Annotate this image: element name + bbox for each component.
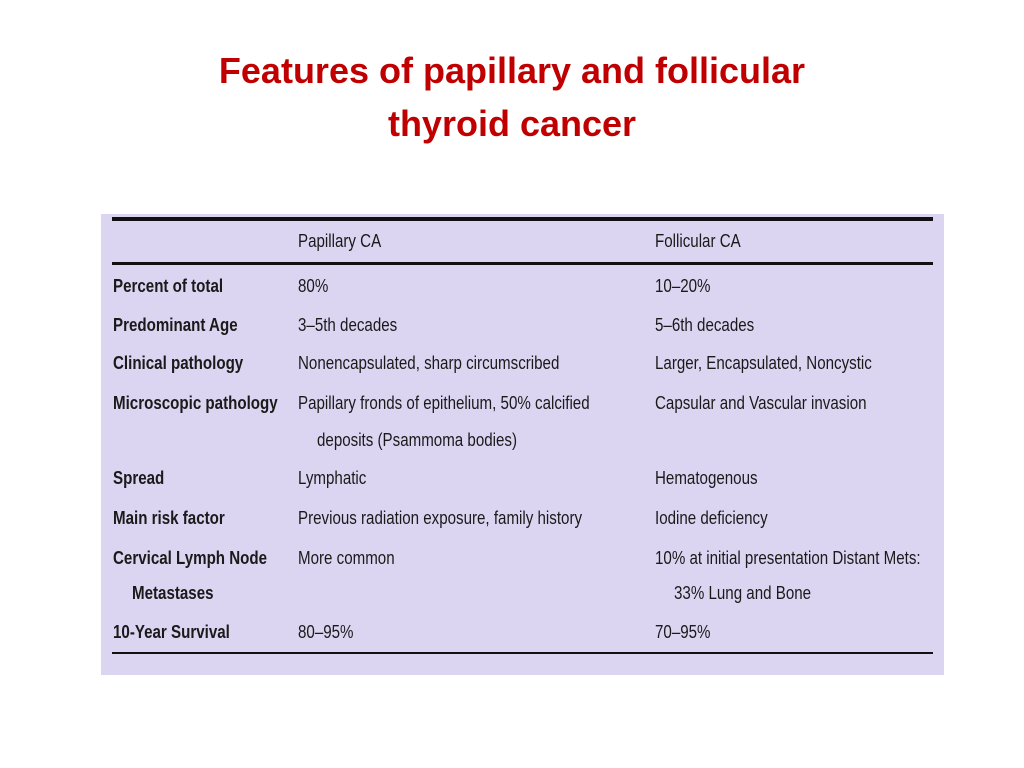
column-header-follicular: Follicular CA — [655, 231, 741, 251]
row-label-percent-of-total: Percent of total — [113, 276, 224, 296]
row-label-predominant-age: Predominant Age — [113, 315, 238, 335]
cell-follicular-clinical: Larger, Encapsulated, Noncystic — [655, 353, 872, 373]
cell-papillary-microscopic-cont: deposits (Psammoma bodies) — [317, 430, 518, 450]
cell-follicular-microscopic: Capsular and Vascular invasion — [655, 393, 867, 413]
cell-follicular-risk: Iodine deficiency — [655, 508, 768, 528]
table-bottom-rule — [112, 652, 933, 654]
cell-follicular-lymph: 10% at initial presentation Distant Mets: — [655, 548, 921, 568]
row-label-cervical-lymph-node-cont: Metastases — [132, 583, 214, 603]
cell-papillary-survival: 80–95% — [298, 622, 354, 642]
cell-follicular-age: 5–6th decades — [655, 315, 755, 335]
slide-title — [0, 44, 1024, 150]
row-label-clinical-pathology: Clinical pathology — [113, 353, 244, 373]
cell-follicular-spread: Hematogenous — [655, 468, 758, 488]
row-label-microscopic-pathology: Microscopic pathology — [113, 393, 278, 413]
cell-papillary-clinical: Nonencapsulated, sharp circumscribed — [298, 353, 560, 373]
row-label-main-risk-factor: Main risk factor — [113, 508, 225, 528]
cell-follicular-lymph-cont: 33% Lung and Bone — [674, 583, 812, 603]
cell-papillary-percent: 80% — [298, 276, 329, 296]
table-header-rule — [112, 262, 933, 265]
table-top-rule — [112, 217, 933, 221]
cell-papillary-lymph: More common — [298, 548, 395, 568]
cell-papillary-microscopic: Papillary fronds of epithelium, 50% calcified — [298, 393, 590, 413]
cell-papillary-spread: Lymphatic — [298, 468, 367, 488]
cell-follicular-survival: 70–95% — [655, 622, 711, 642]
comparison-table — [101, 214, 944, 675]
row-label-ten-year-survival: 10-Year Survival — [113, 622, 230, 642]
cell-follicular-percent: 10–20% — [655, 276, 711, 296]
slide-title-line-2: thyroid cancer — [387, 103, 637, 144]
cell-papillary-age: 3–5th decades — [298, 315, 398, 335]
row-label-cervical-lymph-node: Cervical Lymph Node — [113, 548, 268, 568]
slide-title-line-1: Features of papillary and follicular — [218, 50, 806, 91]
column-header-papillary: Papillary CA — [298, 231, 382, 251]
row-label-spread: Spread — [113, 468, 165, 488]
cell-papillary-risk: Previous radiation exposure, family history — [298, 508, 583, 528]
